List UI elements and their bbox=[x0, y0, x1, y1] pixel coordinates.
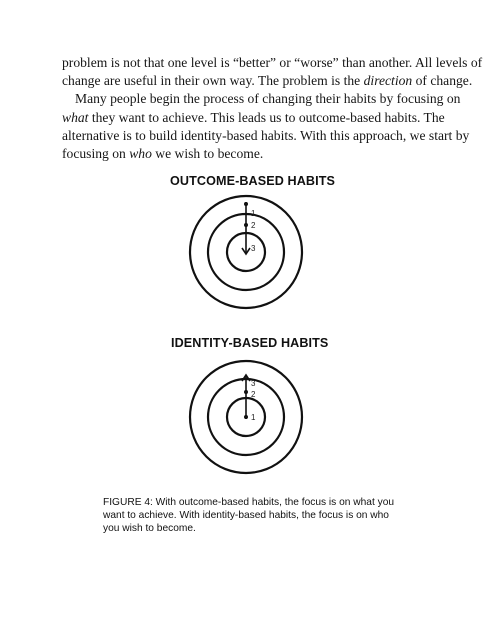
paragraph-2-line-1: Many people begin the process of changing their habits by focusing on bbox=[75, 91, 461, 107]
identity-label-2: 2 bbox=[251, 390, 256, 399]
point-1-dot bbox=[244, 202, 248, 206]
point-1-dot bbox=[244, 415, 248, 419]
emphasis-direction: direction bbox=[363, 73, 413, 89]
text-segment: change are useful in their own way. The problem is the bbox=[62, 73, 364, 89]
emphasis-what: what bbox=[62, 109, 89, 125]
figure-caption bbox=[103, 496, 403, 536]
caption-line-1: FIGURE 4: With outcome-based habits, the focus is on what you bbox=[103, 497, 395, 508]
point-2-dot bbox=[244, 223, 248, 227]
point-2-dot bbox=[244, 390, 248, 394]
outcome-label-3: 3 bbox=[251, 244, 256, 253]
text-segment: they want to achieve. This leads us to outcome-based habits. The bbox=[88, 109, 445, 125]
paragraph-2-line-2 bbox=[62, 109, 448, 127]
identity-label-1: 1 bbox=[251, 413, 256, 422]
paragraph-2-line-4 bbox=[62, 145, 448, 163]
text-segment: focusing on bbox=[62, 146, 130, 162]
outcome-target-diagram bbox=[186, 192, 306, 312]
paragraph-1-line-1: problem is not that one level is “better” or “worse” than another. All levels of bbox=[62, 55, 483, 70]
paragraph-1-line-2 bbox=[62, 72, 473, 90]
identity-diagram-title: IDENTITY-BASED HABITS bbox=[171, 336, 329, 350]
caption-line-3: you wish to become. bbox=[103, 523, 196, 535]
text-segment: of change. bbox=[412, 73, 473, 89]
paragraph-2 bbox=[62, 90, 470, 163]
body-text bbox=[62, 54, 483, 163]
outcome-label-2: 2 bbox=[251, 221, 256, 230]
paragraph-2-line-3: alternative is to build identity-based habits. With this approach, we start by bbox=[62, 127, 470, 143]
identity-target-diagram bbox=[186, 357, 306, 477]
emphasis-who: who bbox=[129, 146, 152, 162]
identity-label-3: 3 bbox=[251, 379, 256, 388]
outcome-label-1: 1 bbox=[251, 209, 256, 218]
caption-line-2: want to achieve. With identity-based habits, the focus is on who bbox=[103, 510, 389, 522]
paragraph-1 bbox=[62, 54, 483, 90]
outcome-diagram-title: OUTCOME-BASED HABITS bbox=[170, 174, 336, 188]
text-segment: we wish to become. bbox=[151, 146, 264, 162]
